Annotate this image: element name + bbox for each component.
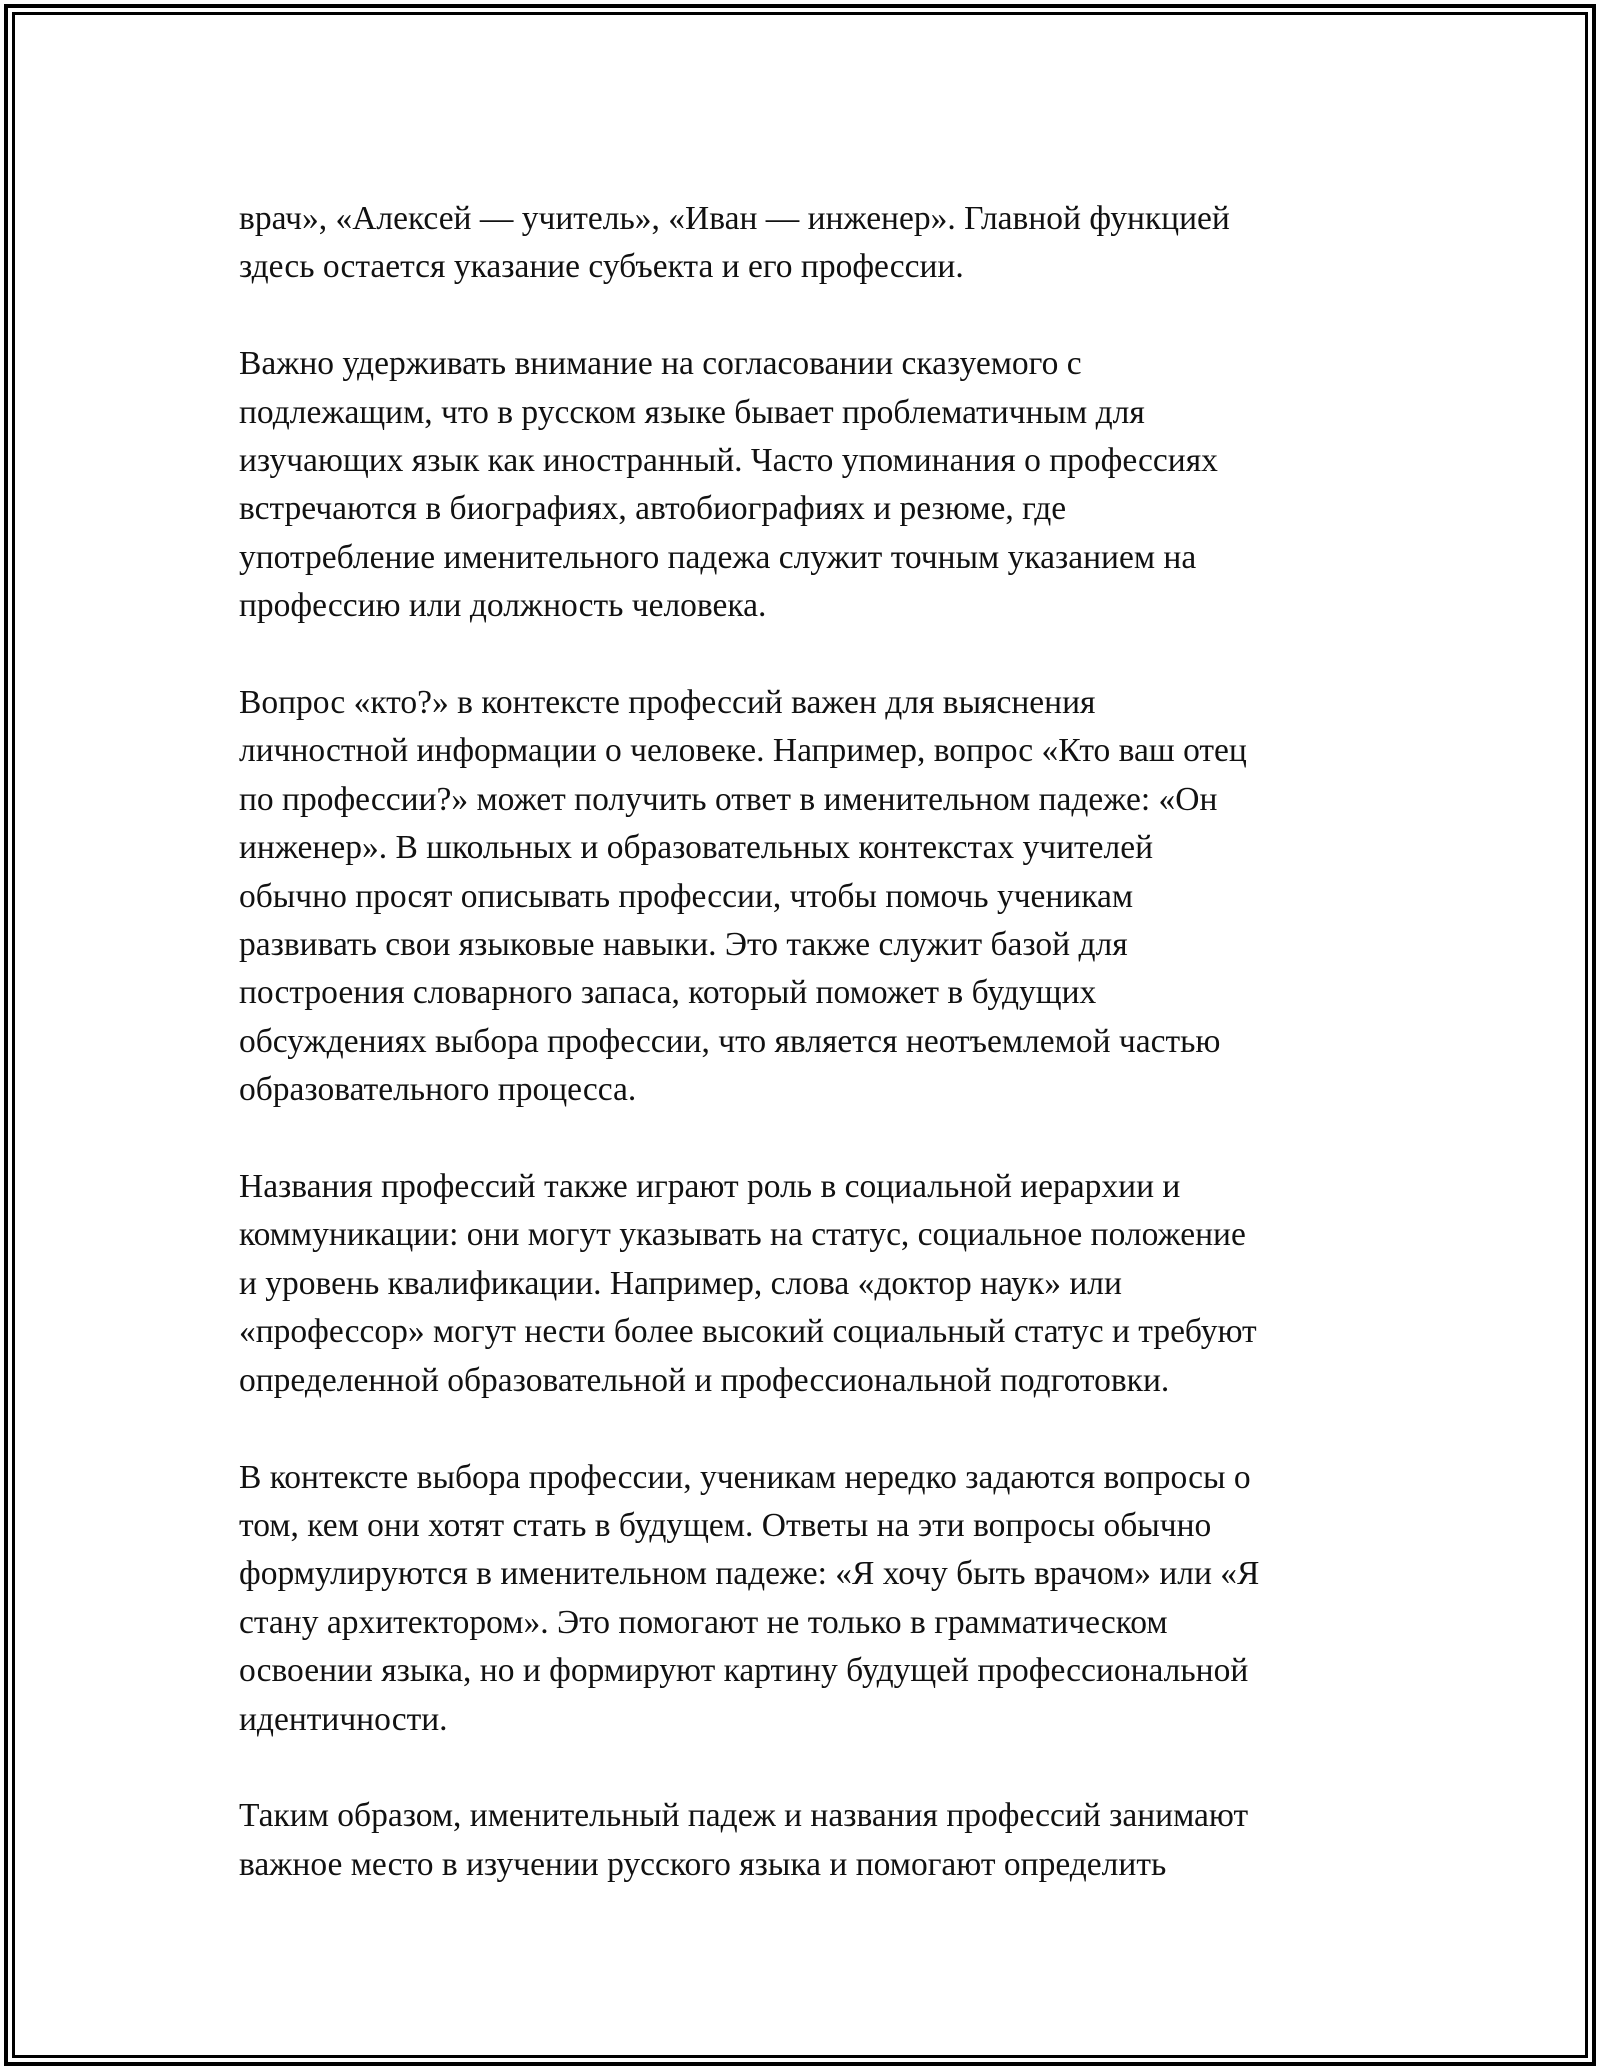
text-line: и уровень квалификации. Например, слова «доктор наук» или	[239, 1264, 1122, 1302]
text-line: важное место в изучении русского языка и помогают определить	[239, 1845, 1167, 1883]
text-line: Вопрос «кто?» в контексте профессий важен для выяснения	[239, 684, 1096, 722]
text-line: обсуждениях выбора профессии, что является неотъемлемой частью	[239, 1022, 1221, 1060]
text-line: том, кем они хотят стать в будущем. Ответы на эти вопросы обычно	[239, 1506, 1212, 1544]
text-line: личностной информации о человеке. Например, вопрос «Кто ваш отец	[239, 732, 1247, 770]
text-line: «профессор» могут нести более высокий социальный статус и требуют	[239, 1313, 1257, 1351]
text-line: образовательного процесса.	[239, 1071, 637, 1109]
text-line: формулируются в именительном падеже: «Я хочу быть врачом» или «Я	[239, 1555, 1260, 1593]
text-line: освоении языка, но и формируют картину будущей профессиональной	[239, 1652, 1249, 1690]
text-line: инженер». В школьных и образовательных контекстах учителей	[239, 829, 1154, 867]
text-line: В контексте выбора профессии, ученикам нередко задаются вопросы о	[239, 1458, 1251, 1496]
text-line: подлежащим, что в русском языке бывает проблематичным для	[239, 393, 1145, 431]
text-line: встречаются в биографиях, автобиографиях и резюме, где	[239, 490, 1067, 528]
text-line: употребление именительного падежа служит точным указанием на	[239, 538, 1197, 576]
text-line: определенной образовательной и профессиональной подготовки.	[239, 1361, 1170, 1399]
text-line: здесь остается указание субъекта и его профессии.	[239, 248, 964, 286]
text-line: стану архитектором». Это помогают не только в грамматическом	[239, 1603, 1168, 1641]
text-line: идентичности.	[239, 1700, 448, 1738]
text-line: профессию или должность человека.	[239, 587, 767, 625]
paragraph-2	[239, 340, 1379, 630]
text-line: Названия профессий также играют роль в социальной иерархии и	[239, 1168, 1181, 1206]
paragraph-5	[239, 1454, 1379, 1744]
text-line: коммуникации: они могут указывать на статус, социальное положение	[239, 1216, 1246, 1254]
text-line: изучающих язык как иностранный. Часто упоминания о профессиях	[239, 442, 1218, 480]
paragraph-3	[239, 679, 1379, 1115]
text-line: по профессии?» может получить ответ в именительном падеже: «Он	[239, 780, 1218, 818]
text-line: построения словарного запаса, который поможет в будущих	[239, 974, 1097, 1012]
text-line: врач», «Алексей — учитель», «Иван — инженер». Главной функцией	[239, 200, 1230, 237]
text-line: обычно просят описывать профессии, чтобы помочь ученикам	[239, 877, 1134, 915]
document-body	[239, 195, 1379, 1889]
text-line: развивать свои языковые навыки. Это также служит базой для	[239, 926, 1128, 964]
paragraph-4	[239, 1163, 1379, 1405]
page-frame	[4, 4, 1596, 2066]
paragraph-6	[239, 1792, 1379, 1889]
text-line: Таким образом, именительный падеж и названия профессий занимают	[239, 1797, 1249, 1835]
paragraph-1	[239, 195, 1379, 292]
text-line: Важно удерживать внимание на согласовании сказуемого с	[239, 345, 1082, 383]
